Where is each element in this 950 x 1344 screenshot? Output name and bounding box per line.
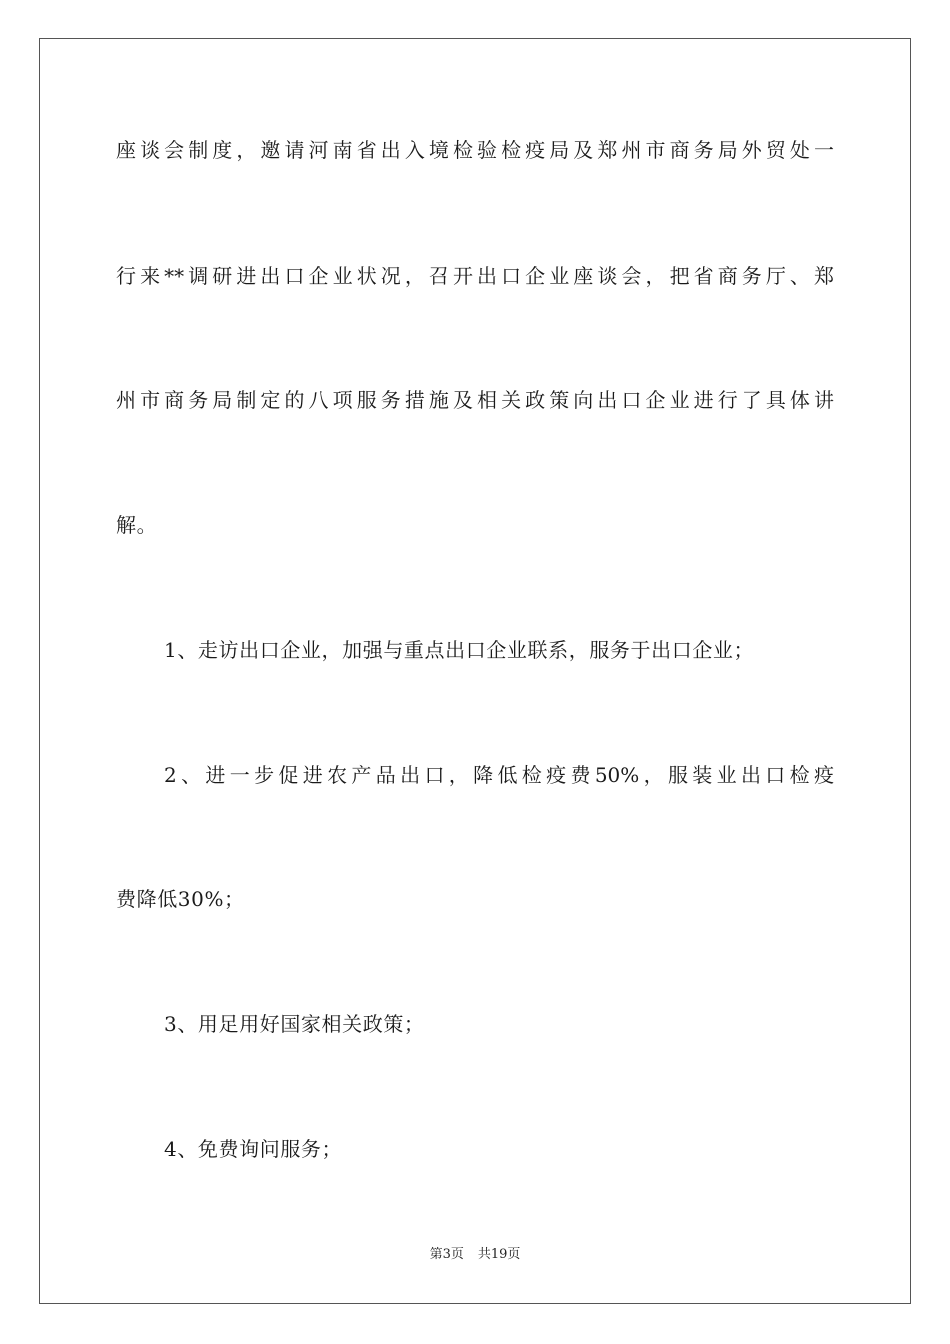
list-item-1: 1、走访出口企业，加强与重点出口企业联系，服务于出口企业； bbox=[164, 638, 755, 662]
list-item-2: 2、进一步促进农产品出口，降低检疫费50%，服装业出口检疫 bbox=[164, 763, 834, 787]
paragraph-line: 解。 bbox=[116, 513, 158, 537]
paragraph-line: 行来**调研进出口企业状况，召开出口企业座谈会，把省商务厅、郑 bbox=[116, 264, 834, 288]
page-footer bbox=[0, 1246, 950, 1264]
page-border bbox=[39, 38, 911, 1304]
list-item-2-continued: 费降低30%； bbox=[116, 887, 245, 911]
paragraph-line: 州市商务局制定的八项服务措施及相关政策向出口企业进行了具体讲 bbox=[116, 388, 834, 412]
page-number-current: 第3页 bbox=[429, 1247, 464, 1262]
page-number-total: 共19页 bbox=[477, 1247, 521, 1262]
paragraph-line: 座谈会制度，邀请河南省出入境检验检疫局及郑州市商务局外贸处一 bbox=[116, 138, 834, 162]
list-item-4: 4、免费询问服务； bbox=[164, 1137, 343, 1161]
list-item-3: 3、用足用好国家相关政策； bbox=[164, 1012, 425, 1036]
